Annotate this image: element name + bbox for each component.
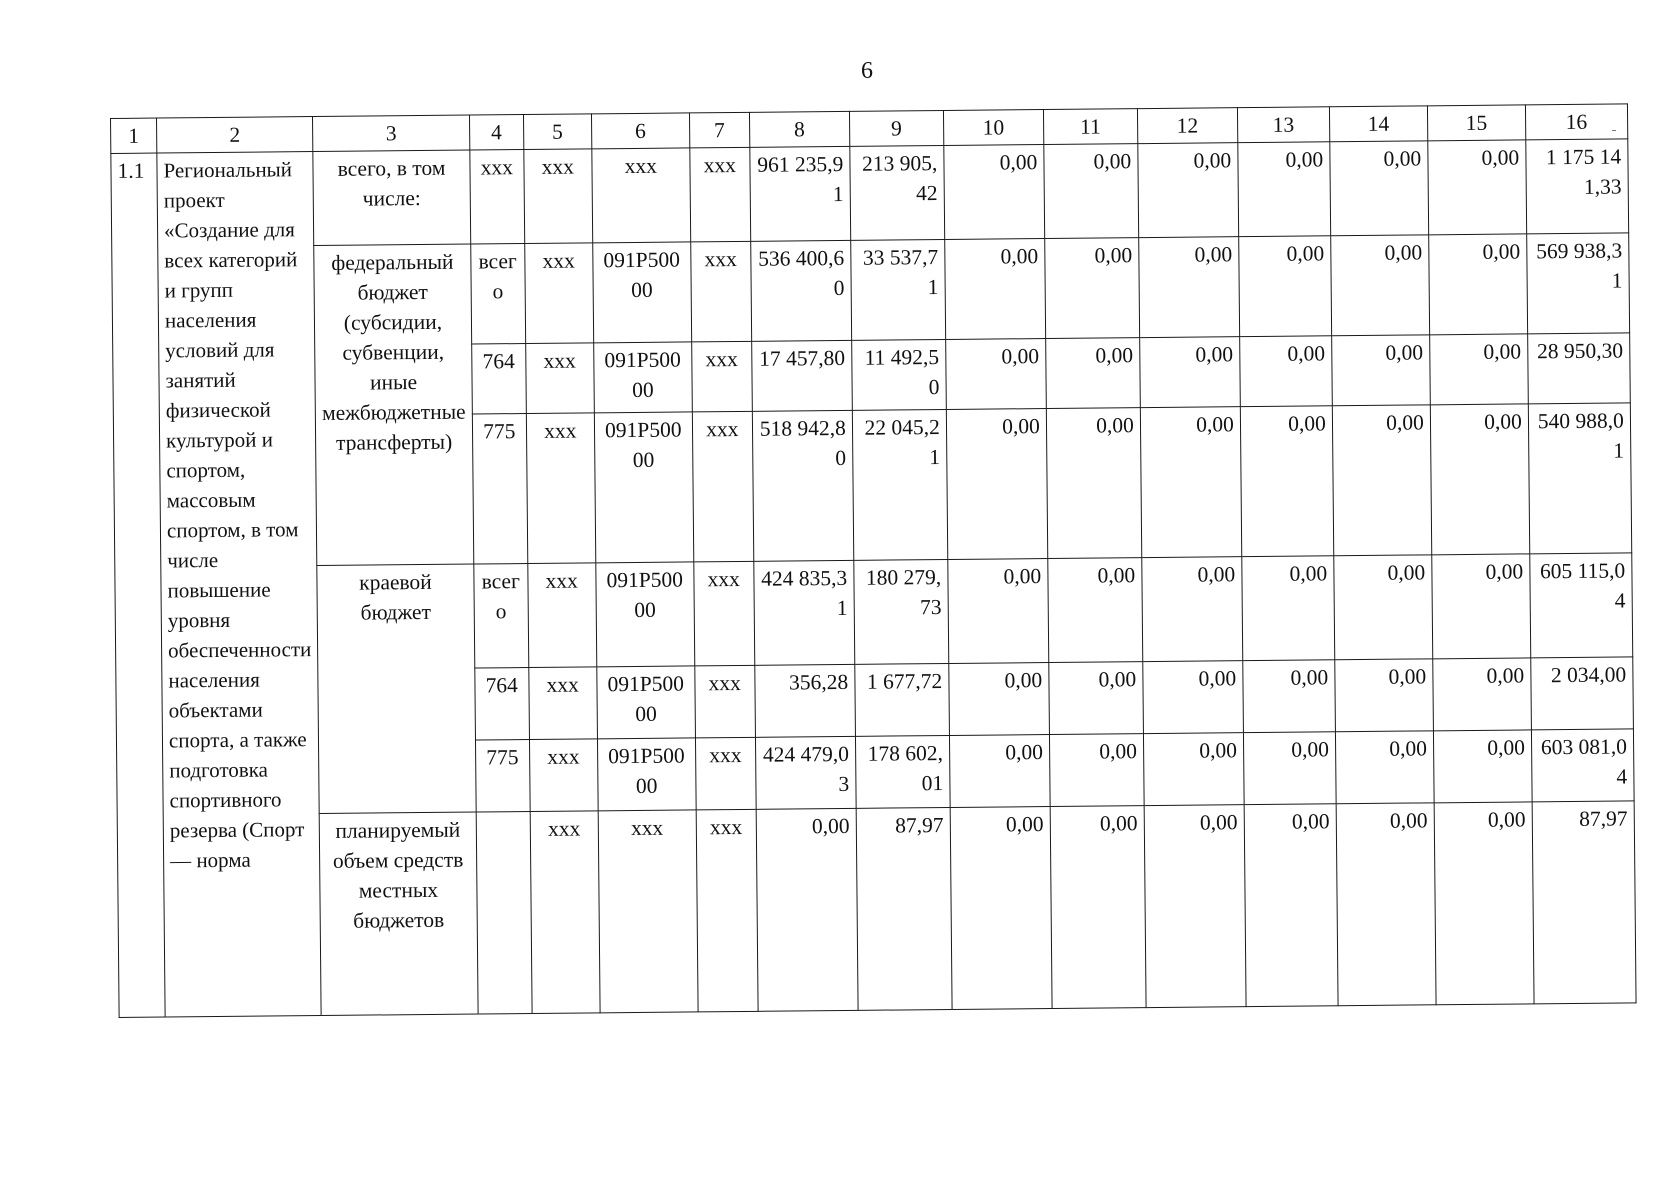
cell-col-4: ххх: [470, 150, 525, 245]
cell-col-6: ххх: [598, 810, 698, 1013]
cell-col-15: 0,00: [1430, 404, 1529, 555]
cell-col-13: 0,00: [1238, 236, 1331, 337]
cell-col-12: 0,00: [1143, 733, 1244, 806]
column-header-6: 6: [591, 113, 689, 149]
cell-col-12: 0,00: [1138, 143, 1239, 238]
column-header-5: 5: [523, 114, 591, 150]
cell-col-8: 961 235,91: [750, 146, 851, 241]
cell-col-9: 22 045,21: [852, 409, 947, 560]
column-header-14: 14: [1329, 106, 1427, 142]
cell-col-11: 0,00: [1049, 662, 1144, 735]
cell-col-14: 0,00: [1330, 141, 1429, 236]
cell-col-15: 0,00: [1429, 334, 1528, 405]
cell-col-6: 091P50000: [593, 342, 692, 413]
cell-col-13: 0,00: [1242, 556, 1335, 661]
column-header-16: 16: [1525, 104, 1627, 140]
cell-col-5: ххх: [528, 563, 597, 668]
cell-col-7: ххх: [694, 561, 755, 666]
cell-col-11: 0,00: [1048, 558, 1143, 663]
column-header-10: 10: [943, 110, 1043, 146]
cell-col-6: 091P50000: [597, 738, 696, 811]
cell-col-4: 775: [472, 414, 527, 565]
cell-col-16: 87,97: [1532, 801, 1636, 1004]
cell-col-11: 0,00: [1049, 734, 1144, 807]
cell-col-6: ххх: [592, 148, 691, 243]
cell-col-16: 28 950,30: [1527, 333, 1630, 404]
cell-col-8: 0,00: [756, 808, 858, 1011]
column-header-11: 11: [1043, 109, 1137, 145]
cell-col-12: 0,00: [1143, 661, 1244, 734]
cell-col-4: 764: [475, 668, 530, 741]
cell-col-13: 0,00: [1239, 336, 1332, 407]
cell-col-8: 536 400,60: [750, 240, 851, 341]
cell-col-12: 0,00: [1142, 557, 1243, 662]
cell-col-8: 424 479,03: [755, 736, 856, 809]
cell-col-8: 424 835,31: [754, 560, 855, 665]
cell-col-7: ххх: [692, 411, 753, 562]
cell-col-5: ххх: [525, 243, 594, 344]
column-header-12: 12: [1137, 108, 1237, 144]
column-header-13: 13: [1237, 107, 1329, 143]
table-row: [111, 139, 1629, 248]
cell-col-14: 0,00: [1336, 803, 1436, 1006]
column-header-9: 9: [849, 111, 943, 147]
cell-col-16: 2 034,00: [1531, 657, 1634, 730]
cell-col-4: всего: [474, 564, 529, 669]
cell-col-7: ххх: [695, 665, 756, 738]
table-row: [112, 233, 1630, 348]
cell-col-15: 0,00: [1433, 730, 1532, 803]
cell-col-6: 091P50000: [594, 412, 693, 563]
cell-col-8: 17 457,80: [751, 340, 852, 411]
cell-col-16: 569 938,31: [1526, 233, 1629, 334]
cell-col-14: 0,00: [1331, 335, 1430, 406]
cell-col-13: 0,00: [1244, 804, 1338, 1007]
column-header-3: 3: [313, 115, 470, 152]
cell-col-16: 605 115,04: [1530, 553, 1633, 658]
cell-col-4: 775: [475, 740, 530, 813]
cell-col-10: 0,00: [945, 339, 1046, 410]
cell-col-16: 540 988,01: [1528, 403, 1631, 554]
funding-source-regional: краевой бюджет: [317, 564, 476, 813]
cell-col-15: 0,00: [1428, 140, 1527, 235]
column-header-8: 8: [749, 111, 849, 147]
project-name: Региональный проект «Создание для всех категорий и групп населения условий для занятий физической культурой и спортом, массовым спортом, в том числе повышение уровня обеспеченности населения объектами спорта, а также подготовка спортивного резерва (Спорт — норма: [157, 152, 322, 1017]
cell-col-6: 091P50000: [596, 562, 695, 667]
cell-col-7: ххх: [690, 147, 751, 242]
cell-col-14: 0,00: [1330, 235, 1429, 336]
cell-col-7: ххх: [690, 241, 751, 342]
cell-col-15: 0,00: [1428, 234, 1527, 335]
cell-col-5: ххх: [529, 667, 598, 740]
cell-col-9: 180 279,73: [854, 559, 949, 664]
column-header-4: 4: [469, 115, 523, 151]
cell-col-9: 33 537,71: [850, 239, 945, 340]
budget-table: [110, 103, 1636, 1018]
cell-col-10: 0,00: [944, 145, 1045, 240]
cell-col-7: ххх: [696, 809, 758, 1012]
column-header-2: 2: [157, 117, 314, 153]
cell-col-5: ххх: [530, 811, 600, 1014]
cell-col-8: 356,28: [755, 664, 856, 737]
cell-col-5: ххх: [524, 149, 593, 244]
cell-col-11: 0,00: [1046, 408, 1141, 559]
cell-col-10: 0,00: [944, 239, 1045, 340]
table-row: [115, 553, 1633, 672]
cell-col-10: 0,00: [948, 559, 1049, 664]
funding-source-local: планируемый объем средств местных бюджетов: [319, 812, 477, 1015]
cell-col-12: 0,00: [1139, 337, 1240, 408]
cell-col-12: 0,00: [1140, 407, 1241, 558]
cell-col-14: 0,00: [1335, 659, 1434, 732]
cell-col-9: 1 677,72: [855, 663, 950, 736]
cell-col-9: 178 602,01: [855, 735, 950, 808]
table-row: [117, 801, 1636, 1018]
cell-col-4: 764: [471, 344, 526, 415]
funding-source-total: всего, в том числе:: [313, 150, 470, 245]
cell-col-14: 0,00: [1335, 731, 1434, 804]
column-header-1: 1: [111, 118, 157, 153]
cell-col-8: 518 942,80: [752, 410, 853, 561]
cell-col-11: 0,00: [1044, 238, 1139, 339]
cell-col-5: ххх: [529, 739, 598, 812]
cell-col-7: ххх: [695, 737, 756, 810]
cell-col-14: 0,00: [1332, 405, 1431, 556]
cell-col-16: 603 081,04: [1531, 729, 1634, 802]
cell-col-16: 1 175 141,33: [1526, 139, 1629, 234]
cell-col-13: 0,00: [1243, 732, 1336, 805]
column-header-7: 7: [689, 112, 749, 148]
funding-source-federal: федеральный бюджет (субсидии, субвенции, иные межбюджетные трансферты): [314, 244, 474, 565]
cell-col-10: 0,00: [950, 807, 1052, 1010]
cell-col-5: ххх: [525, 343, 594, 414]
cell-col-6: 091P50000: [597, 666, 696, 739]
cell-col-12: 0,00: [1138, 237, 1239, 338]
cell-col-15: 0,00: [1433, 658, 1532, 731]
cell-col-14: 0,00: [1334, 555, 1433, 660]
page-number: 6: [861, 58, 873, 84]
item-number: 1.1: [111, 153, 165, 1017]
cell-col-6: 091P50000: [593, 242, 692, 343]
cell-col-4: [476, 812, 532, 1015]
cell-col-11: 0,00: [1044, 144, 1139, 239]
cell-col-11: 0,00: [1050, 806, 1146, 1009]
cell-col-9: 11 492,50: [851, 339, 946, 410]
cell-col-13: 0,00: [1238, 142, 1331, 237]
cell-col-13: 0,00: [1243, 660, 1336, 733]
cell-col-12: 0,00: [1144, 805, 1246, 1008]
cell-col-7: ххх: [691, 341, 752, 412]
cell-col-10: 0,00: [949, 663, 1050, 736]
column-header-15: 15: [1427, 105, 1525, 141]
cell-col-10: 0,00: [946, 409, 1047, 560]
cell-col-9: 213 905,42: [850, 145, 945, 240]
cell-col-10: 0,00: [949, 735, 1050, 808]
cell-col-5: ххх: [526, 413, 595, 564]
cell-col-15: 0,00: [1434, 802, 1534, 1005]
cell-col-9: 87,97: [856, 807, 952, 1010]
cell-col-15: 0,00: [1432, 554, 1531, 659]
cell-col-4: всего: [471, 244, 526, 345]
cell-col-11: 0,00: [1045, 338, 1140, 409]
cell-col-13: 0,00: [1240, 406, 1333, 557]
